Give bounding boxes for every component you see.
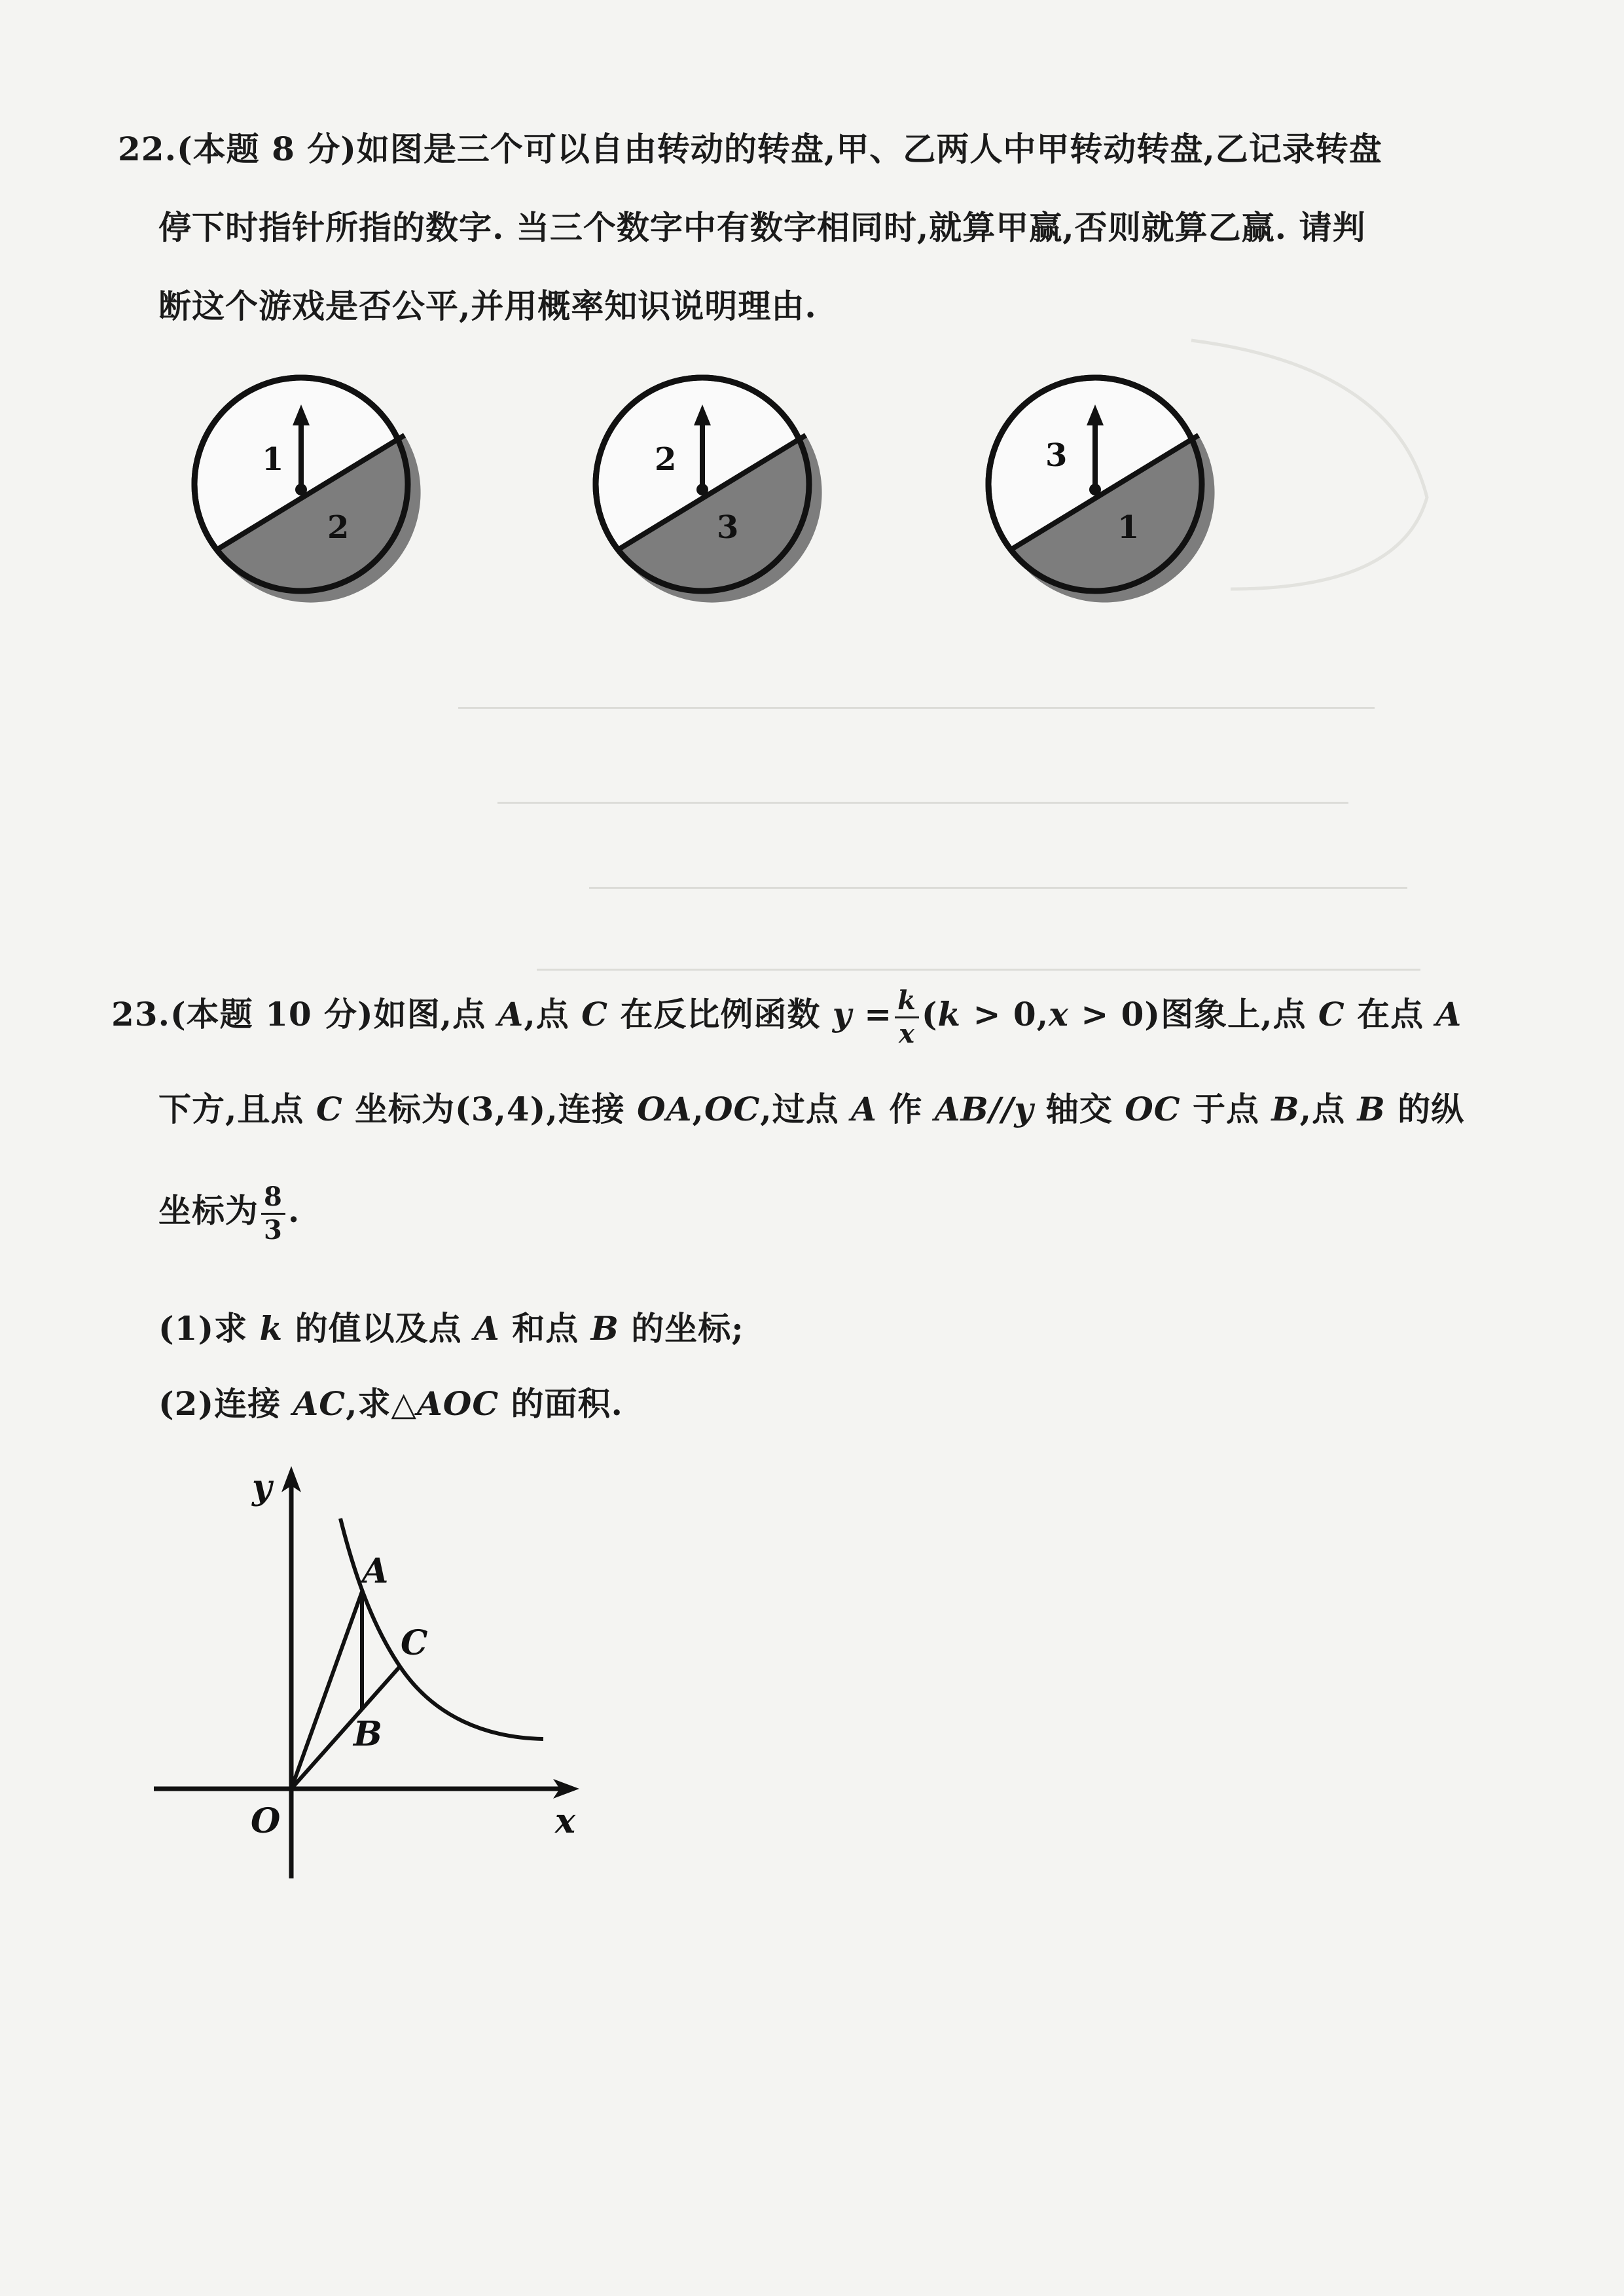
parallel-relation: AB//y: [934, 1090, 1034, 1128]
triangle-AOC: AOC: [416, 1384, 499, 1423]
point-A: A: [851, 1090, 877, 1128]
q23-text: 图象上,点: [1161, 995, 1318, 1033]
spinner-1-bottom-number: 2: [327, 509, 350, 546]
q22-text-2: 停下时指针所指的数字. 当三个数字中有数字相同时,就算甲赢,否则就算乙赢. 请判: [158, 208, 1366, 247]
q23-text: 的坐标;: [619, 1309, 744, 1348]
q23-text: 的面积.: [499, 1384, 623, 1423]
var-k: k: [259, 1309, 283, 1348]
point-C-label: C: [401, 1623, 428, 1663]
q23-text: 作: [876, 1090, 935, 1128]
q23-text: 和点: [499, 1309, 591, 1348]
point-C: C: [1318, 995, 1345, 1033]
x-axis-label: x: [555, 1801, 576, 1841]
segment-OC-line: [291, 1666, 401, 1789]
q23-text: 如图,点: [373, 995, 498, 1033]
q23-text: 在点: [1344, 995, 1436, 1033]
q23-text: .: [287, 1191, 300, 1230]
point-B: B: [590, 1309, 619, 1348]
var-x: x: [1049, 995, 1069, 1033]
point-B: B: [1271, 1090, 1300, 1128]
point-B: B: [1357, 1090, 1386, 1128]
q23-number: 23.: [111, 995, 170, 1033]
q23-text: 坐标为: [158, 1191, 259, 1230]
q23-text: (2)连接: [158, 1384, 293, 1423]
spinner-2-bottom-number: 3: [717, 509, 739, 546]
q23-text: (1)求: [158, 1309, 260, 1348]
spinner-1-top-number: 1: [262, 441, 284, 478]
origin-label: O: [251, 1801, 281, 1841]
fraction-numerator: k: [895, 988, 919, 1018]
point-A: A: [1435, 995, 1462, 1033]
point-A-label: A: [362, 1551, 389, 1591]
q22-text-3: 断这个游戏是否公平,并用概率知识说明理由.: [158, 287, 817, 325]
q23-text: (: [921, 995, 938, 1033]
point-C: C: [581, 995, 608, 1033]
fraction-denominator: 3: [264, 1214, 283, 1246]
q23-text: ,过点: [760, 1090, 852, 1128]
fraction-numerator: 8: [261, 1184, 285, 1215]
q22-points: (本题 8 分): [177, 130, 357, 168]
segment-OC: OC: [704, 1090, 761, 1128]
fraction-denominator: x: [899, 1018, 915, 1049]
point-A: A: [474, 1309, 500, 1348]
point-A: A: [497, 995, 524, 1033]
segment-OA: OA: [637, 1090, 693, 1128]
var-k: k: [937, 995, 962, 1033]
q23-text: 轴交: [1034, 1090, 1125, 1128]
function-lhs: y =: [832, 995, 893, 1033]
q22-number: 22.: [118, 130, 177, 168]
q23-text: 于点: [1180, 1090, 1272, 1128]
spinner-3-bottom-number: 1: [1117, 509, 1140, 546]
q22-text-1: 如图是三个可以自由转动的转盘,甲、乙两人中甲转动转盘,乙记录转盘: [356, 130, 1382, 168]
point-C: C: [316, 1090, 343, 1128]
spinner-3-top-number: 3: [1045, 437, 1068, 474]
q23-text: ,求△: [346, 1384, 417, 1423]
q23-text: > 0,: [961, 995, 1049, 1033]
segment-OA-line: [291, 1592, 362, 1789]
q23-text: ,点: [524, 995, 582, 1033]
q23-text: 在反比例函数: [607, 995, 833, 1033]
q23-text: 的纵: [1385, 1090, 1465, 1128]
q23-text: > 0): [1068, 995, 1161, 1033]
q23-text: ,: [692, 1090, 704, 1128]
q23-text: ,点: [1299, 1090, 1358, 1128]
q23-text: 下方,且点: [158, 1090, 316, 1128]
spinner-2-top-number: 2: [655, 441, 677, 478]
q23-points: (本题 10 分): [170, 995, 374, 1033]
y-axis-label: y: [252, 1467, 272, 1507]
q23-text: 的值以及点: [283, 1309, 474, 1348]
point-B-label: B: [353, 1714, 382, 1754]
segment-OC: OC: [1125, 1090, 1181, 1128]
q23-text: 坐标为(3,4),连接: [342, 1090, 638, 1128]
segment-AC: AC: [293, 1384, 346, 1423]
